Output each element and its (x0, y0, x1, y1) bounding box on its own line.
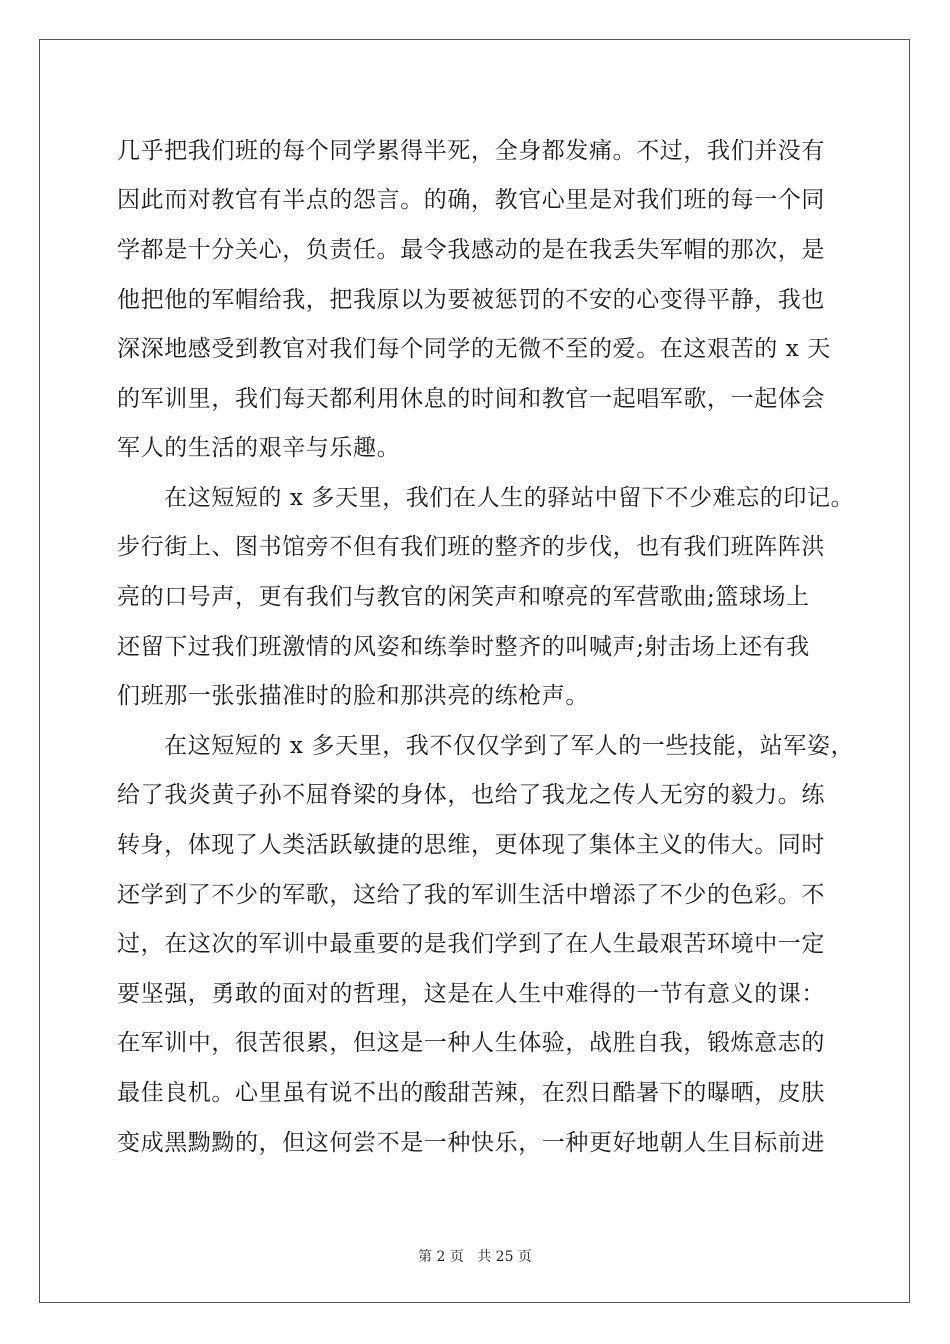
text-line: 因此而对教官有半点的怨言。的确，教官心里是对我们班的每一个同 (117, 187, 825, 213)
page-total: 共 25 页 (477, 1249, 532, 1265)
page-number: 第 2 页 (418, 1249, 464, 1265)
text-line: 亮的口号声，更有我们与教官的闲笑声和嘹亮的军营歌曲;篮球场上 (117, 584, 810, 610)
text-line: 他把他的军帽给我，把我原以为要被惩罚的不安的心变得平静，我也 (117, 287, 825, 313)
page-border (39, 39, 910, 1303)
text-line: 在军训中，很苦很累，但这是一种人生体验，战胜自我，锻炼意志的 (117, 1030, 825, 1056)
text-line: 军人的生活的艰辛与乐趣。 (117, 435, 401, 461)
text-line: 几乎把我们班的每个同学累得半死，全身都发痛。不过，我们并没有 (117, 138, 825, 164)
text-line: 深深地感受到教官对我们每个同学的无微不至的爱。在这艰苦的 x 天 (117, 336, 831, 362)
paragraph-first-line: 在这短短的 x 多天里，我不仅仅学到了军人的一些技能，站军姿， (164, 733, 855, 759)
text-line: 转身，体现了人类活跃敏捷的思维，更体现了集体主义的伟大。同时 (117, 832, 825, 858)
text-line: 变成黑黝黝的，但这何尝不是一种快乐，一种更好地朝人生目标前进 (117, 1130, 825, 1156)
text-line: 还留下过我们班激情的风姿和练拳时整齐的叫喊声;射击场上还有我 (117, 634, 810, 660)
text-line: 步行街上、图书馆旁不但有我们班的整齐的步伐，也有我们班阵阵洪 (117, 534, 825, 560)
text-line: 们班那一张张描准时的脸和那洪亮的练枪声。 (117, 683, 589, 709)
text-line: 给了我炎黄子孙不屈脊梁的身体，也给了我龙之传人无穷的毅力。练 (117, 782, 825, 808)
page-footer (0, 1248, 950, 1266)
text-line: 学都是十分关心，负责任。最令我感动的是在我丢失军帽的那次，是 (117, 237, 825, 263)
text-line: 过，在这次的军训中最重要的是我们学到了在人生最艰苦环境中一定 (117, 931, 825, 957)
text-line: 的军训里，我们每天都利用休息的时间和教官一起唱军歌，一起体会 (117, 386, 825, 412)
text-line: 要坚强，勇敢的面对的哲理，这是在人生中难得的一节有意义的课： (117, 981, 825, 1007)
text-line: 最佳良机。心里虽有说不出的酸甜苦辣，在烈日酷暑下的曝晒，皮肤 (117, 1080, 825, 1106)
paragraph-first-line: 在这短短的 x 多天里，我们在人生的驿站中留下不少难忘的印记。 (164, 485, 855, 511)
text-line: 还学到了不少的军歌，这给了我的军训生活中增添了不少的色彩。不 (117, 882, 825, 908)
